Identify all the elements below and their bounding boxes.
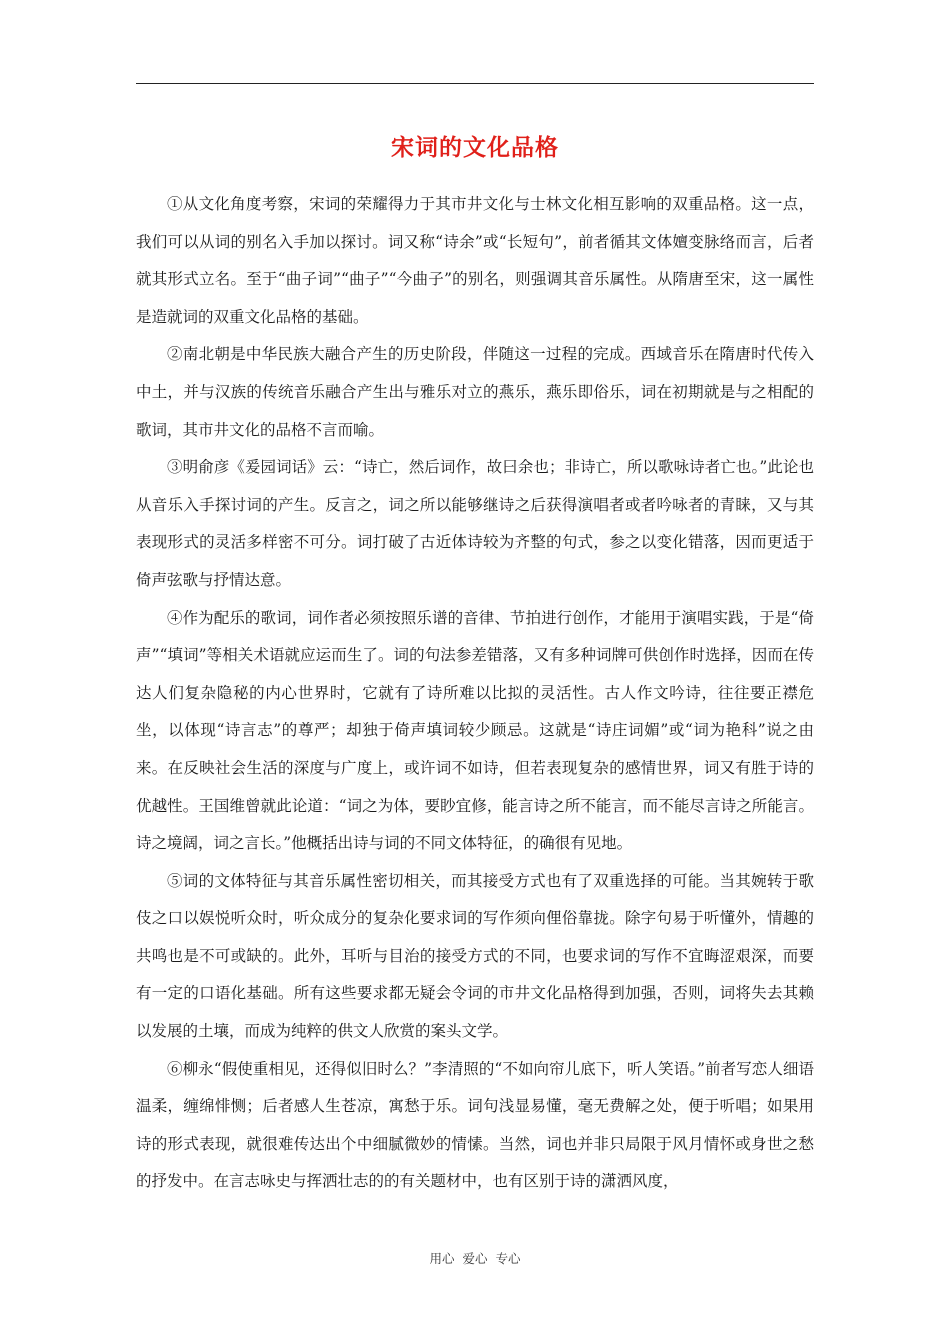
page-footer: 用心 爱心 专心	[429, 1251, 521, 1266]
paragraph-6: ⑥柳永“假使重相见，还得似旧时么？”李清照的“不如向帘儿底下，听人笑语。”前者写恋人细语温柔，缠绵悱恻；后者感人生苍凉，寓愁于乐。词句浅显易懂，毫无费解之处，便于听唱；如果用诗的形式表现，就很难传达出个中细腻微妙的情愫。当然，词也并非只局限于风月情怀或身世之愁的抒发中。在言志咏史与挥洒壮志的的有关题材中，也有区别于诗的潇洒风度，	[136, 1059, 814, 1191]
header-rule	[136, 83, 814, 84]
paragraph-3: ③明俞彦《爰园词话》云：“诗亡，然后词作，故曰余也；非诗亡，所以歌咏诗者亡也。”此论也从音乐入手探讨词的产生。反言之，词之所以能够继诗之后获得演唱者或者吟咏者的青睐，又与其表现形式的灵活多样密不可分。词打破了古近体诗较为齐整的句式，参之以变化错落，因而更适于倚声弦歌与抒情达意。	[136, 458, 814, 589]
article-body	[136, 186, 814, 1201]
paragraph-1: ①从文化角度考察，宋词的荣耀得力于其市井文化与士林文化相互影响的双重品格。这一点，我们可以从词的别名入手加以探讨。词又称“诗余”或“长短句”，前者循其文体嬗变脉络而言，后者就其形式立名。至于“曲子词”“曲子”“今曲子”的别名，则强调其音乐属性。从隋唐至宋，这一属性是造就词的双重文化品格的基础。	[136, 195, 814, 326]
paragraph-2: ②南北朝是中华民族大融合产生的历史阶段，伴随这一过程的完成。西域音乐在隋唐时代传入中土，并与汉族的传统音乐融合产生出与雅乐对立的燕乐，燕乐即俗乐，词在初期就是与之相配的歌词，其市井文化的品格不言而喻。	[136, 345, 814, 439]
document-title: 宋词的文化品格	[391, 134, 559, 161]
paragraph-4: ④作为配乐的歌词，词作者必须按照乐谱的音律、节拍进行创作，才能用于演唱实践，于是“倚声”“填词”等相关术语就应运而生了。词的句法参差错落，又有多种词牌可供创作时选择，因而在传达人们复杂隐秘的内心世界时，它就有了诗所难以比拟的灵活性。古人作文吟诗，往往要正襟危坐，以体现“诗言志”的尊严；却独于倚声填词较少顾忌。这就是“诗庄词媚”或“词为艳科”说之由来。在反映社会生活的深度与广度上，或许词不如诗，但若表现复杂的感情世界，词又有胜于诗的优越性。王国维曾就此论道：“词之为体，要眇宜修，能言诗之所不能言，而不能尽言诗之所能言。诗之境阔，词之言长。”他概括出诗与词的不同文体特征，的确很有见地。	[136, 608, 814, 853]
paragraph-5: ⑤词的文体特征与其音乐属性密切相关，而其接受方式也有了双重选择的可能。当其婉转于歌伎之口以娱悦听众时，听众成分的复杂化要求词的写作须向俚俗靠拢。除字句易于听懂外，情趣的共鸣也是不可或缺的。此外，耳听与目治的接受方式的不同，也要求词的写作不宜晦涩艰深，而要有一定的口语化基础。所有这些要求都无疑会令词的市井文化品格得到加强，否则，词将失去其赖以发展的土壤，而成为纯粹的供文人欣赏的案头文学。	[136, 871, 814, 1041]
